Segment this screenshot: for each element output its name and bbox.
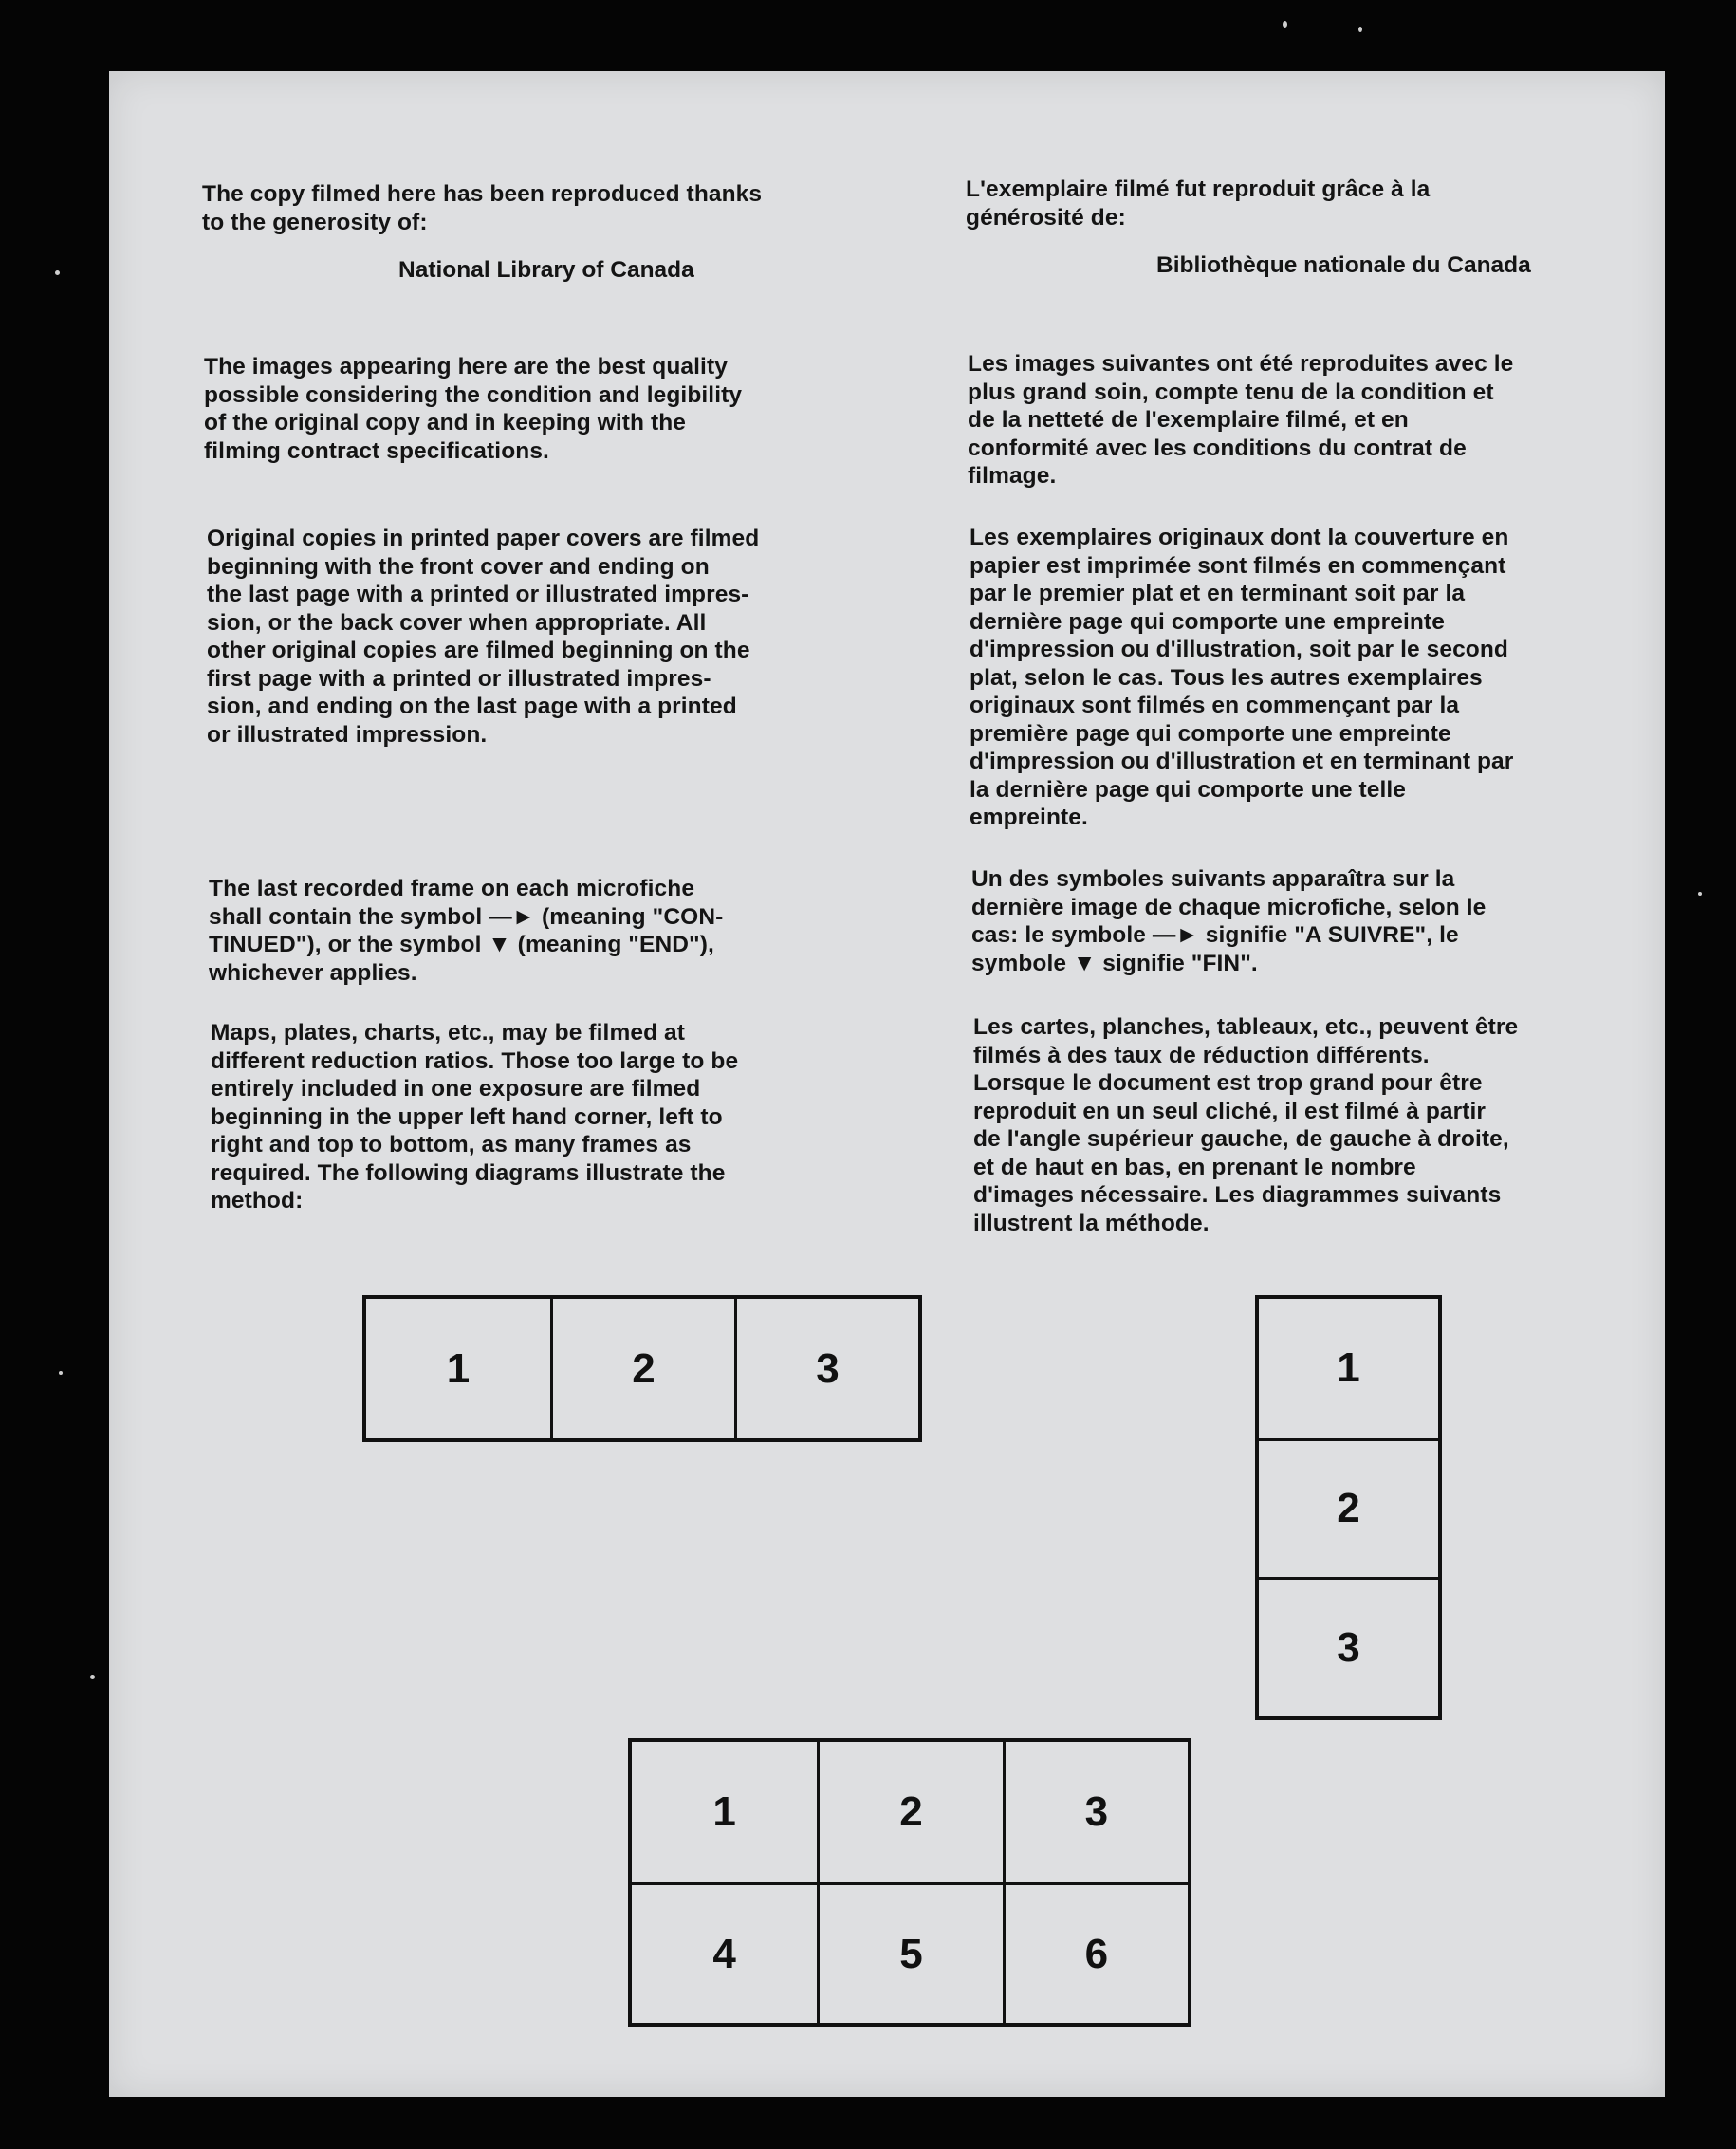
film-speck [1358, 27, 1362, 32]
left-originals-paragraph: Original copies in printed paper covers are filmed beginning with the front cover and ending on the last page with a printed or illustrated impres- sion, or the back cover when appropriate. All other original copies are filmed beginning on the first page with a printed or illustrated impres- sion, and ending on the last page with a printed or illustrated impression. [207, 526, 760, 748]
diagram-frame: 6 [1003, 1882, 1188, 2023]
diagram-grid [628, 1738, 1191, 2027]
left-institution: National Library of Canada [398, 257, 694, 283]
film-speck [90, 1675, 95, 1679]
right-quality-paragraph: Les images suivantes ont été reproduites avec le plus grand soin, compte tenu de la condition et de la netteté de l'exemplaire filmé, et en conformité avec les conditions du contrat de filmage. [968, 351, 1514, 489]
left-quality-paragraph: The images appearing here are the best quality possible considering the condition and legibility of the original copy and in keeping with the filming contract specifications. [204, 354, 743, 464]
diagram-frame: 3 [1003, 1742, 1188, 1882]
document-page [109, 71, 1665, 2097]
right-symbols-paragraph: Un des symboles suivants apparaîtra sur la dernière image de chaque microfiche, selon le cas: le symbole —► signifie "A SUIVRE", le symbole ▼ signifie "FIN". [971, 866, 1487, 976]
left-maps-paragraph: Maps, plates, charts, etc., may be filmed at different reduction ratios. Those too large to be entirely included in one exposure are filmed beginning in the upper left hand corner, left to right and top to bottom, as many frames as required. The following diagrams illustrate the method: [211, 1020, 739, 1213]
right-intro: L'exemplaire filmé fut reproduit grâce à la générosité de: [966, 176, 1431, 231]
diagram-frame: 1 [446, 1344, 471, 1392]
film-speck [55, 270, 60, 275]
diagram-frame: 2 [817, 1742, 1002, 1882]
diagram-frame: 1 [712, 1788, 736, 1835]
left-symbols-paragraph: The last recorded frame on each microfiche shall contain the symbol —► (meaning "CON- TINUED"), or the symbol ▼ (meaning "END"), whichever applies. [209, 876, 724, 986]
right-institution: Bibliothèque nationale du Canada [1156, 252, 1531, 278]
diagram-vertical [1255, 1295, 1442, 1720]
diagram-frame: 3 [734, 1299, 918, 1438]
film-speck [1698, 892, 1702, 896]
diagram-frame: 4 [632, 1882, 817, 2023]
film-speck [1283, 21, 1287, 28]
left-intro: The copy filmed here has been reproduced thanks to the generosity of: [202, 181, 763, 235]
film-speck [59, 1371, 63, 1375]
diagram-frame: 5 [817, 1882, 1002, 2023]
diagram-horizontal [362, 1295, 922, 1442]
right-maps-paragraph: Les cartes, planches, tableaux, etc., peuvent être filmés à des taux de réduction différents. Lorsque le document est trop grand pour être reproduit en un seul cliché, il est filmé à partir de l'angle supérieur gauche, de gauche à droite, et de haut en bas, en prenant le nombre d'images nécessaire. Les diagrammes suivants illustrent la méthode. [973, 1014, 1519, 1236]
diagram-frame: 1 [1337, 1344, 1360, 1392]
diagram-frame: 2 [1259, 1438, 1438, 1578]
diagram-frame: 2 [550, 1299, 734, 1438]
right-originals-paragraph: Les exemplaires originaux dont la couverture en papier est imprimée sont filmés en commençant par le premier plat et en terminant soit par la dernière page qui comporte une empreinte d'impression ou d'illustration, soit par le second plat, selon le cas. Tous les autres exemplaires originaux sont filmés en commençant par la première page qui comporte une empreinte d'impression ou d'illustration et en terminant par la dernière page qui comporte une telle empreinte. [970, 525, 1514, 830]
diagram-frame: 3 [1259, 1577, 1438, 1716]
